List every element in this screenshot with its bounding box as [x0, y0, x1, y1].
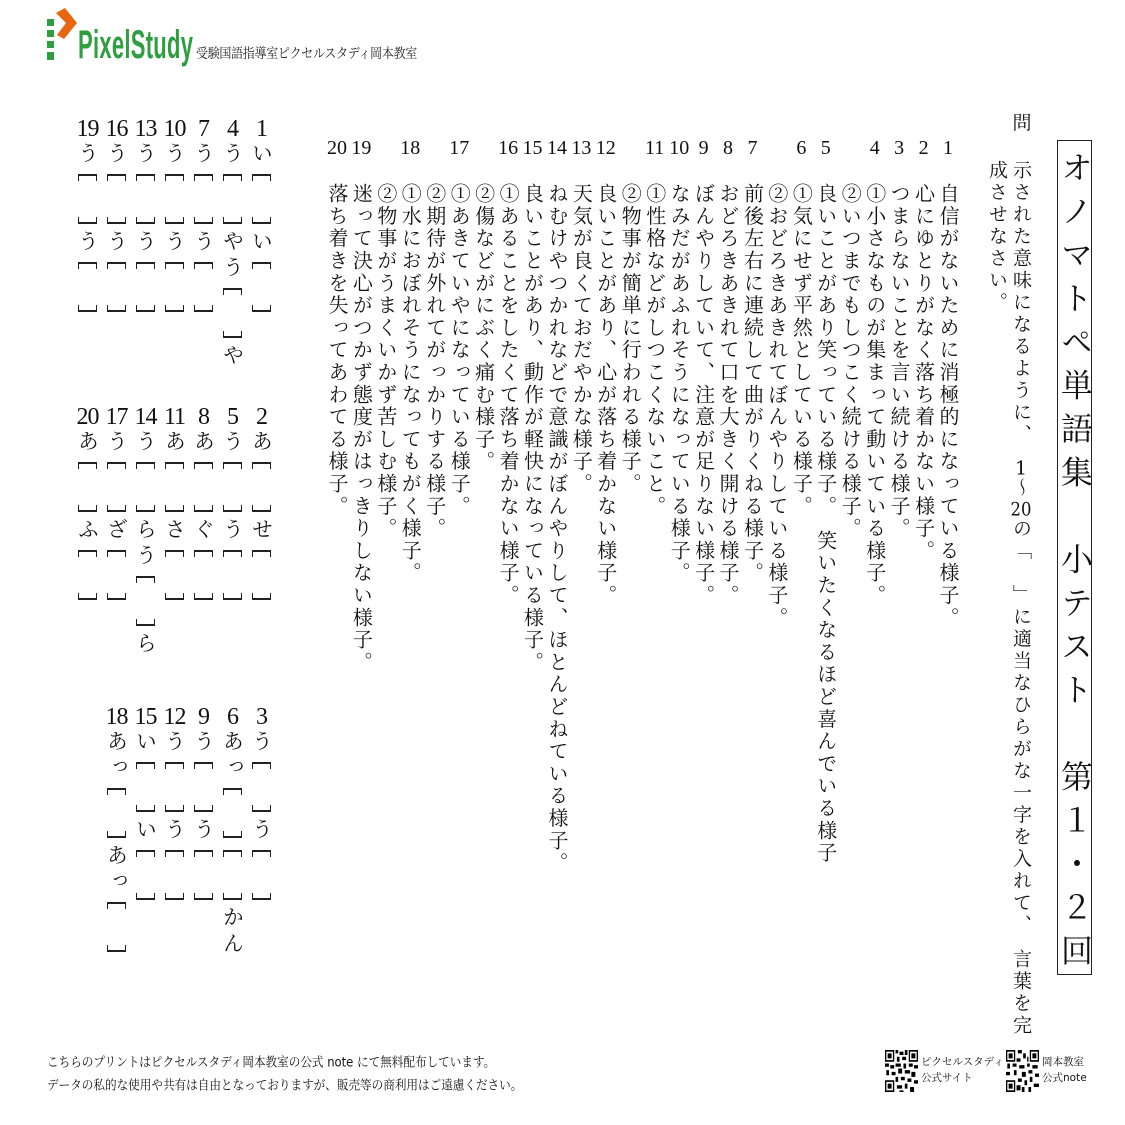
question-text: ②期待が外れてがっかりする様子。 — [422, 183, 447, 540]
answer-hint: う — [162, 818, 187, 844]
answer-blank — [252, 844, 271, 906]
answer-number: 9 — [198, 704, 209, 730]
answer-hint: い — [249, 230, 274, 256]
question-text: 良いことがあり笑っている様子。 笑いたくなるほど喜んでいる様子 — [813, 183, 838, 865]
question-number: 8 — [723, 137, 733, 159]
question-number: 17 — [449, 137, 470, 159]
instruction-num-from: 1 — [1014, 458, 1028, 478]
question-text: 迷って決心がつかず態度がはっきりしない様子。 — [349, 183, 374, 674]
answer-hint: う — [249, 818, 274, 844]
question-text: 良いことがあり、心が落ち着かない様子。 — [593, 183, 618, 607]
question-number: 20 — [327, 137, 347, 159]
question-number: 13 — [571, 137, 592, 159]
answer-blank — [165, 844, 184, 906]
question-text: ②おどろきあきれてぼんやりしている様子。 — [764, 183, 789, 629]
instruction-num-to: 20 — [1010, 499, 1032, 519]
answer-blank — [165, 456, 184, 518]
answer-number: 8 — [198, 404, 209, 430]
question-text: ①気にせず平然としている様子。 — [789, 183, 814, 518]
answer-item — [218, 704, 247, 958]
answer-hint: あ — [75, 430, 100, 456]
answer-hint: あ — [162, 430, 187, 456]
answer-blank — [252, 168, 271, 230]
answer-hint: ふ — [75, 518, 100, 544]
instruction-part-2: の「 」に適当なひらがな一字を入れて、 言葉を完 — [1010, 518, 1032, 1037]
question-label: 問 — [1012, 112, 1032, 134]
answer-number: 17 — [105, 404, 128, 430]
question-text: 前後左右に連続して曲がりくねる様子。 — [740, 183, 765, 585]
answer-number: 2 — [256, 404, 267, 430]
answer-blank — [194, 456, 213, 518]
question-text: ②物事が簡単に行われる様子。 — [618, 183, 643, 496]
question-text: ②物事がうまくいかず苦しむ様子。 — [373, 183, 398, 540]
answer-item — [73, 404, 102, 606]
answer-hint: う — [133, 142, 158, 168]
instruction-line-1 — [1010, 160, 1032, 1037]
qr-label-note-1: 岡本教室 — [1042, 1056, 1084, 1068]
answer-number: 6 — [227, 704, 238, 730]
answer-hint: あ — [249, 430, 274, 456]
question-text: つまらないことを言い続ける様子。 — [887, 183, 912, 540]
instruction-tilde: ～ — [1010, 477, 1032, 500]
answer-blank — [107, 168, 126, 230]
answer-number: 5 — [227, 404, 238, 430]
answer-number: 19 — [76, 116, 99, 142]
question-number: 19 — [351, 137, 372, 159]
answer-group-3 — [102, 704, 276, 958]
answer-hint: かん — [220, 906, 245, 958]
answer-hint: あ — [191, 430, 216, 456]
answer-number: 11 — [163, 404, 186, 430]
answer-blank — [252, 756, 271, 818]
answer-hint: う — [75, 230, 100, 256]
title-box — [1056, 140, 1094, 978]
answer-hint: う — [220, 142, 245, 168]
answer-blank — [107, 456, 126, 518]
question-number: 12 — [595, 137, 616, 159]
answer-group-2 — [73, 404, 276, 658]
answer-item — [218, 116, 247, 370]
answer-hint: う — [104, 142, 129, 168]
answer-item — [160, 404, 189, 606]
answer-hint: う — [191, 818, 216, 844]
answer-blank — [252, 456, 271, 518]
header-subtitle: 受験国語指導室ピクセルスタディ岡本教室 — [196, 45, 417, 62]
question-number: 11 — [645, 137, 665, 159]
answer-item — [131, 704, 160, 906]
question-text: ぼんやりしていて、注意が足りない様子。 — [691, 183, 716, 607]
answer-item — [247, 704, 276, 906]
question-number: 7 — [747, 137, 758, 159]
answer-hint: う — [133, 230, 158, 256]
answer-blank — [194, 256, 213, 318]
answer-blank — [107, 782, 126, 844]
answer-item — [160, 704, 189, 906]
answer-blank — [136, 756, 155, 818]
qr-code-icon — [885, 1050, 918, 1092]
answer-item — [102, 116, 131, 318]
answer-number: 14 — [134, 404, 157, 430]
answer-item — [73, 116, 102, 318]
question-text: ②いつまでもしつこく続ける様子。 — [838, 183, 863, 540]
answer-group-1 — [73, 116, 276, 370]
answer-blank — [223, 168, 242, 230]
footer-notice-line-2: データの私的な使用や共有は自由となっておりますが、販売等の商利用はご遠慮ください。 — [47, 1077, 523, 1093]
answer-blank — [136, 456, 155, 518]
question-text: ①水におぼれそうになってもがく様子。 — [398, 183, 423, 585]
answer-blank — [223, 456, 242, 518]
qr-label-note-2: 公式note — [1042, 1072, 1087, 1084]
answer-blank — [194, 544, 213, 606]
question-text: 良いことがあり、動作が軽快になっている様子。 — [520, 183, 545, 674]
answer-blank — [136, 570, 155, 632]
answer-number: 15 — [134, 704, 157, 730]
answer-hint: う — [191, 142, 216, 168]
answer-blank — [165, 756, 184, 818]
answer-hint: う — [191, 230, 216, 256]
answer-item — [131, 404, 160, 658]
question-number: 10 — [669, 137, 690, 159]
answer-item — [189, 704, 218, 906]
question-number: 2 — [918, 137, 929, 159]
answer-item — [131, 116, 160, 318]
answer-hint: やう — [220, 230, 245, 282]
answer-hint: さ — [162, 518, 187, 544]
question-text: ①小さなものが集まって動いている様子。 — [862, 183, 887, 607]
answer-hint: う — [104, 430, 129, 456]
answer-item — [189, 116, 218, 318]
question-text: ねむけやつかれなどで意識がぼんやりして、ほとんどねている様子。 — [545, 183, 569, 875]
qr-label-site-2: 公式サイト — [921, 1072, 973, 1084]
answer-hint: う — [162, 230, 187, 256]
answer-blank — [107, 256, 126, 318]
answer-hint: う — [104, 230, 129, 256]
question-number: 15 — [522, 137, 543, 159]
answer-hint: ら — [133, 632, 158, 658]
answer-number: 3 — [256, 704, 267, 730]
answer-hint: ざ — [104, 518, 129, 544]
answer-item — [218, 404, 247, 606]
answer-blank — [252, 544, 271, 606]
question-number: 16 — [498, 137, 519, 159]
question-number: 6 — [796, 137, 807, 159]
answer-hint: あっ — [220, 730, 245, 782]
answer-blank — [165, 168, 184, 230]
qr-code-icon — [1006, 1050, 1039, 1092]
answer-blank — [78, 544, 97, 606]
answer-hint: い — [249, 142, 274, 168]
question-text: ①性格などがしつこくないこと。 — [642, 183, 667, 518]
answer-blank — [194, 168, 213, 230]
answer-blank — [165, 544, 184, 606]
answer-blank — [136, 168, 155, 230]
question-number: 1 — [943, 137, 953, 159]
answer-hint: う — [249, 730, 274, 756]
answer-hint: あっ — [104, 844, 129, 896]
answer-hint: や — [220, 344, 245, 370]
answer-blank — [252, 256, 271, 318]
answer-item — [102, 404, 131, 606]
question-number: 4 — [869, 137, 880, 159]
question-text: 自信がないために消極的になっている様子。 — [936, 183, 960, 629]
answer-number: 13 — [134, 116, 157, 142]
answer-item — [247, 404, 276, 606]
answer-hint: らう — [133, 518, 158, 570]
answer-item — [160, 116, 189, 318]
question-number: 5 — [820, 137, 831, 159]
answer-hint: う — [75, 142, 100, 168]
question-text: 落ち着きを失ってあわてる様子。 — [325, 183, 349, 518]
question-number: 14 — [547, 137, 567, 159]
answer-number: 10 — [163, 116, 186, 142]
question-text: ①あきていやになっている様子。 — [447, 183, 472, 518]
answer-number: 18 — [105, 704, 128, 730]
answer-hint: せ — [249, 518, 274, 544]
answer-blank — [223, 782, 242, 844]
answer-number: 1 — [256, 116, 267, 142]
answer-number: 7 — [198, 116, 209, 142]
question-text: ①あることをしたくて落ち着かない様子。 — [496, 183, 521, 607]
instruction-line-2: 成させなさい。 — [986, 160, 1008, 314]
answer-blank — [165, 256, 184, 318]
answer-number: 12 — [163, 704, 186, 730]
instruction-part-1: 示された意味になるように、 — [1010, 160, 1032, 459]
brand-logo-text: PixelStudy — [78, 23, 194, 67]
answer-hint: う — [133, 430, 158, 456]
answer-blank — [223, 844, 242, 906]
answer-blank — [107, 544, 126, 606]
pixelstudy-logo-icon — [44, 6, 80, 64]
qr-label-site-1: ピクセルスタディ — [921, 1056, 1004, 1068]
question-text: 天気が良くておだやかな様子。 — [569, 183, 594, 496]
question-text: おどろきあきれて口を大きく開ける様子。 — [716, 183, 740, 607]
answer-hint: い — [133, 730, 158, 756]
answer-hint: い — [133, 818, 158, 844]
question-text: ②傷などがにぶく痛む様子。 — [471, 183, 496, 473]
answer-blank — [223, 282, 242, 344]
answer-blank — [78, 168, 97, 230]
answer-hint: う — [162, 730, 187, 756]
answer-hint: う — [220, 518, 245, 544]
answer-hint: あっ — [104, 730, 129, 782]
question-number: 9 — [698, 137, 709, 159]
answer-blank — [136, 256, 155, 318]
answer-hint: ぐ — [191, 518, 216, 544]
answer-blank — [194, 756, 213, 818]
answer-number: 4 — [227, 116, 238, 142]
answer-blank — [136, 844, 155, 906]
question-text: 心にゆとりがなく落ち着かない様子。 — [911, 183, 936, 563]
answer-hint: う — [191, 730, 216, 756]
answer-blank — [107, 896, 126, 958]
question-text: なみだがあふれそうになっている様子。 — [667, 183, 692, 585]
answer-item — [102, 704, 131, 958]
page-title: オノマトペ単語集 小テスト 第１・２回 — [1056, 151, 1094, 978]
answer-item — [247, 116, 276, 318]
question-number: 3 — [894, 137, 905, 159]
answer-blank — [223, 544, 242, 606]
answer-number: 16 — [105, 116, 128, 142]
answer-hint: う — [162, 142, 187, 168]
answer-blank — [78, 456, 97, 518]
answer-number: 20 — [76, 404, 99, 430]
answer-hint: う — [220, 430, 245, 456]
question-number: 18 — [400, 137, 421, 159]
answer-item — [189, 404, 218, 606]
footer-notice-line-1: こちらのプリントはピクセルスタディ岡本教室の公式 note にて無料配布しています。 — [47, 1054, 496, 1070]
answer-blank — [78, 256, 97, 318]
answer-blank — [194, 844, 213, 906]
